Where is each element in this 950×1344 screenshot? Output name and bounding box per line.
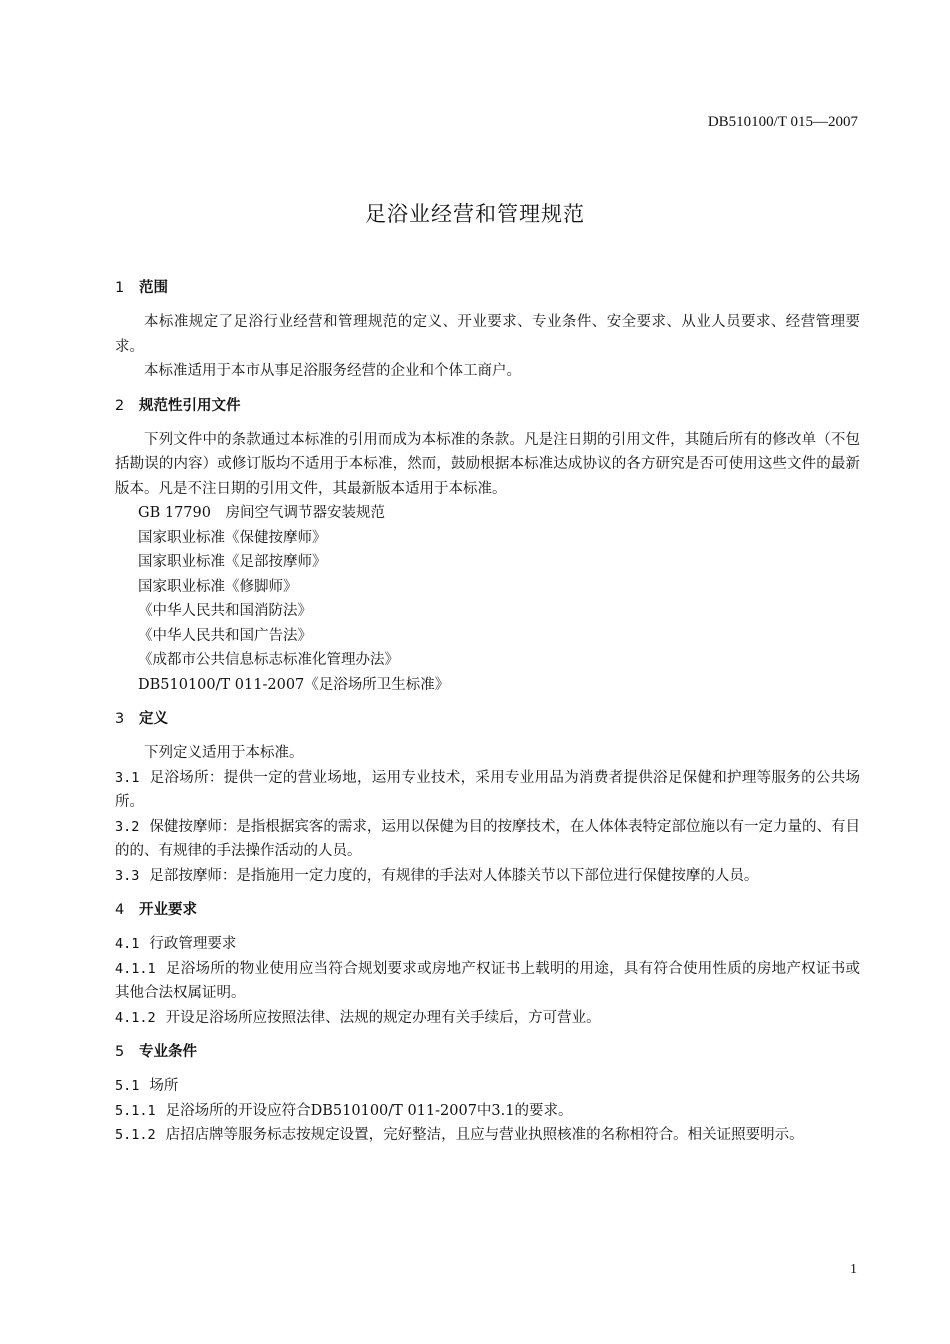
clause: 5.1 场所 — [115, 1078, 179, 1094]
document-id: DB510100/T 015—2007 — [707, 114, 858, 130]
reference-item: GB 17790 房间空气调节器安装规范 — [138, 505, 385, 521]
clause: 3.2 保健按摩师：是指根据宾客的需求，运用以保健为目的按摩技术，在人体体表特定部位施以有一定力量的、有目的的、有规律的手法操作活动的人员。 — [115, 818, 860, 859]
paragraph: 下列文件中的条款通过本标准的引用而成为本标准的条款。凡是注日期的引用文件，其随后所有的修改单（不包括勘误的内容）或修订版均不适用于本标准，然而，鼓励根据本标准达成协议的各方研究是否可使用这些文件的最新版本。凡是不注日期的引用文件，其最新版本适用于本标准。 — [115, 431, 860, 497]
page-number: 1 — [850, 1262, 857, 1277]
section-heading-5: 5 专业条件 — [115, 1044, 197, 1060]
section-heading-4: 4 开业要求 — [115, 902, 197, 918]
clause: 3.3 足部按摩师：是指施用一定力度的，有规律的手法对人体膝关节以下部位进行保健按摩的人员。 — [115, 867, 759, 884]
clause: 3.1 足浴场所：提供一定的营业场地，运用专业技术，采用专业用品为消费者提供浴足保健和护理等服务的公共场所。 — [115, 769, 860, 810]
clause: 5.1.1 足浴场所的开设应符合DB510100/T 011-2007中3.1的要求。 — [115, 1102, 573, 1119]
reference-item: 《中华人民共和国消防法》 — [138, 603, 312, 619]
reference-item: 《中华人民共和国广告法》 — [138, 627, 312, 644]
paragraph: 本标准规定了足浴行业经营和管理规范的定义、开业要求、专业条件、安全要求、从业人员要求、经营管理要求。 — [115, 314, 860, 355]
section-heading-2: 2 规范性引用文件 — [115, 397, 241, 414]
document-body — [115, 276, 860, 1148]
reference-item: 国家职业标准《保健按摩师》 — [138, 529, 327, 546]
section-heading-1: 1 范围 — [115, 280, 168, 296]
clause: 4.1 行政管理要求 — [115, 936, 237, 952]
clause: 4.1.1 足浴场所的物业使用应当符合规划要求或房地产权证书上载明的用途，具有符合使用性质的房地产权证书或其他合法权属证明。 — [115, 960, 860, 1001]
paragraph: 本标准适用于本市从事足浴服务经营的企业和个体工商户。 — [144, 363, 521, 379]
reference-item: 国家职业标准《修脚师》 — [138, 578, 298, 595]
clause: 5.1.2 店招店牌等服务标志按规定设置，完好整洁，且应与营业执照核准的名称相符合。相关证照要明示。 — [115, 1127, 804, 1143]
document-title: 足浴业经营和管理规范 — [365, 202, 585, 226]
reference-item: 《成都市公共信息标志标准化管理办法》 — [138, 652, 399, 668]
paragraph: 下列定义适用于本标准。 — [144, 745, 304, 761]
reference-item: DB510100/T 011-2007《足浴场所卫生标准》 — [138, 676, 450, 693]
reference-item: 国家职业标准《足部按摩师》 — [138, 554, 327, 570]
clause: 4.1.2 开设足浴场所应按照法律、法规的规定办理有关手续后，方可营业。 — [115, 1009, 601, 1026]
section-heading-3: 3 定义 — [115, 711, 168, 727]
